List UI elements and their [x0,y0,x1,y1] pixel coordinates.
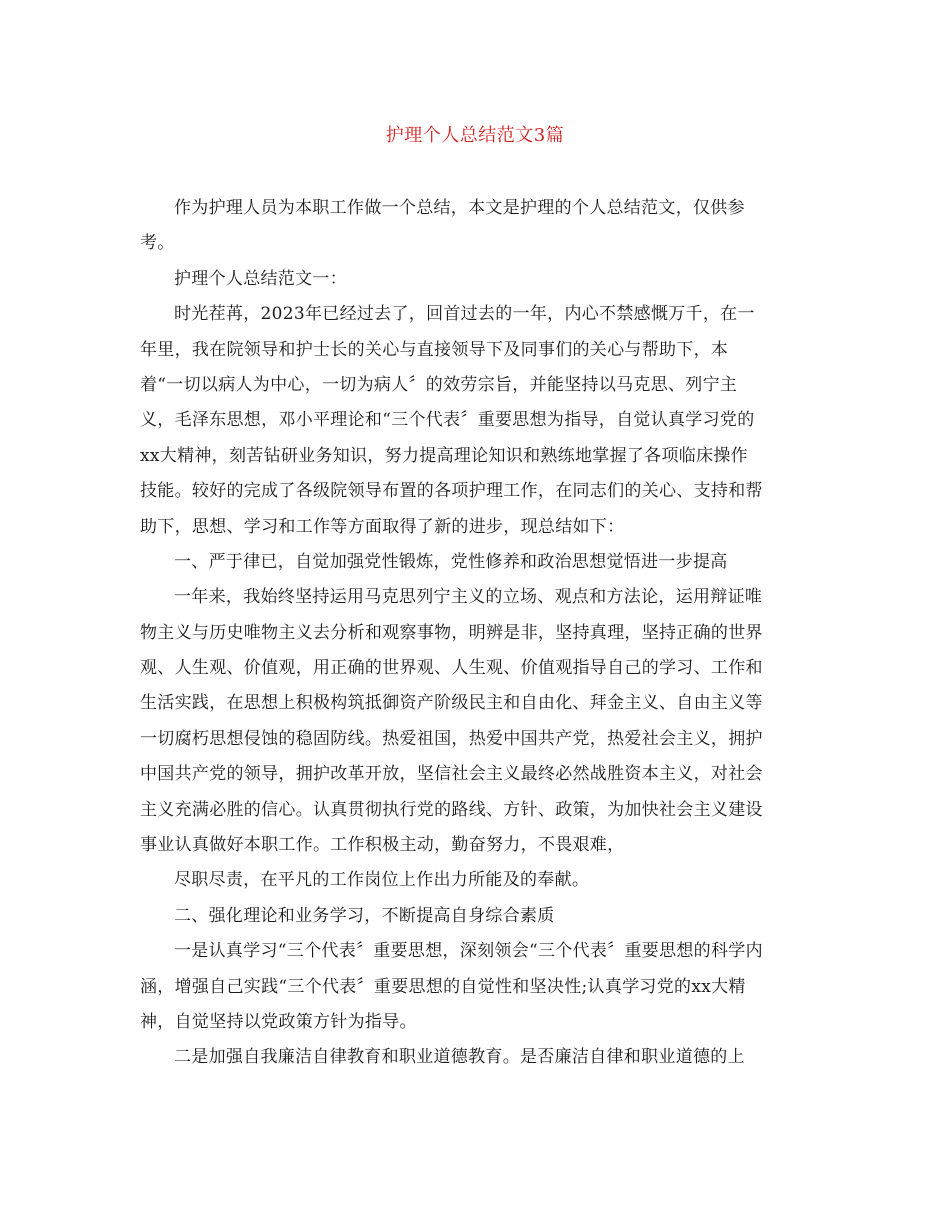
text-line: 一是认真学习“三个代表〞重要思想，深刻领会“三个代表〞重要思想的科学内 [174,941,763,962]
text-line: 助下，思想、学习和工作等方面取得了新的进步，现总结如下： [140,516,625,537]
text-line: 物主义与历史唯物主义去分析和观察事物，明辨是非，坚持真理，坚持正确的世界 [140,622,763,643]
section-heading: 二、强化理论和业务学习，不断提高自身综合素质 [174,905,555,926]
text-line: 神，自觉坚持以党政策方针为指导。 [140,1011,417,1032]
text-line: 中国共产党的领导，拥护改革开放，坚信社会主义最终必然战胜资本主义，对社会 [140,764,763,785]
text-line: 一切腐朽思想侵蚀的稳固防线。热爱祖国，热爱中国共产党，热爱社会主义，拥护 [140,728,763,749]
text-line: xx大精神，刻苦钻研业务知识，努力提高理论知识和熟练地掌握了各项临床操作 [140,445,748,466]
text-line: 生活实践，在思想上积极构筑抵御资产阶级民主和自由化、拜金主义、自由主义等 [140,693,763,714]
text-line: 着“一切以病人为中心，一切为病人〞的效劳宗旨，并能坚持以马克思、列宁主 [140,374,738,395]
text-line: 事业认真做好本职工作。工作积极主动，勤奋努力，不畏艰难， [140,835,625,856]
text-line: 作为护理人员为本职工作做一个总结，本文是护理的个人总结范文，仅供参 [174,198,745,218]
text-line: 观、人生观、价值观，用正确的世界观、人生观、价值观指导自己的学习、工作和 [140,658,763,679]
text-line: 主义充满必胜的信心。认真贯彻执行党的路线、方针、政策，为加快社会主义建设 [140,799,763,820]
text-line: 技能。较好的完成了各级院领导布置的各项护理工作，在同志们的关心、支持和帮 [140,481,763,502]
text-line: 考。 [140,233,175,254]
text-line: 涵，增强自己实践“三个代表〞重要思想的自觉性和坚决性;认真学习党的xx大精 [140,976,746,997]
document-body [140,191,820,1076]
text-line: 义，毛泽东思想，邓小平理论和“三个代表〞重要思想为指导，自觉认真学习党的 [140,410,755,431]
section-heading: 护理个人总结范文一： [174,268,347,289]
text-line: 年里，我在院领导和护士长的关心与直接领导下及同事们的关心与帮助下，本 [140,339,729,360]
text-line: 二是加强自我廉洁自律教育和职业道德教育。是否廉洁自律和职业道德的上 [174,1047,745,1068]
text-line: 尽职尽责，在平凡的工作岗位上作出力所能及的奉献。 [174,870,590,891]
text-line: 一年来，我始终坚持运用马克思列宁主义的立场、观点和方法论，运用辩证唯 [174,587,763,608]
section-heading: 一、严于律已，自觉加强党性锻炼，党性修养和政治思想觉悟进一步提高 [174,551,728,572]
document-title: 护理个人总结范文3篇 [385,125,565,146]
text-line: 时光茬苒，2023年已经过去了，回首过去的一年，内心不禁感慨万千，在一 [174,304,755,325]
